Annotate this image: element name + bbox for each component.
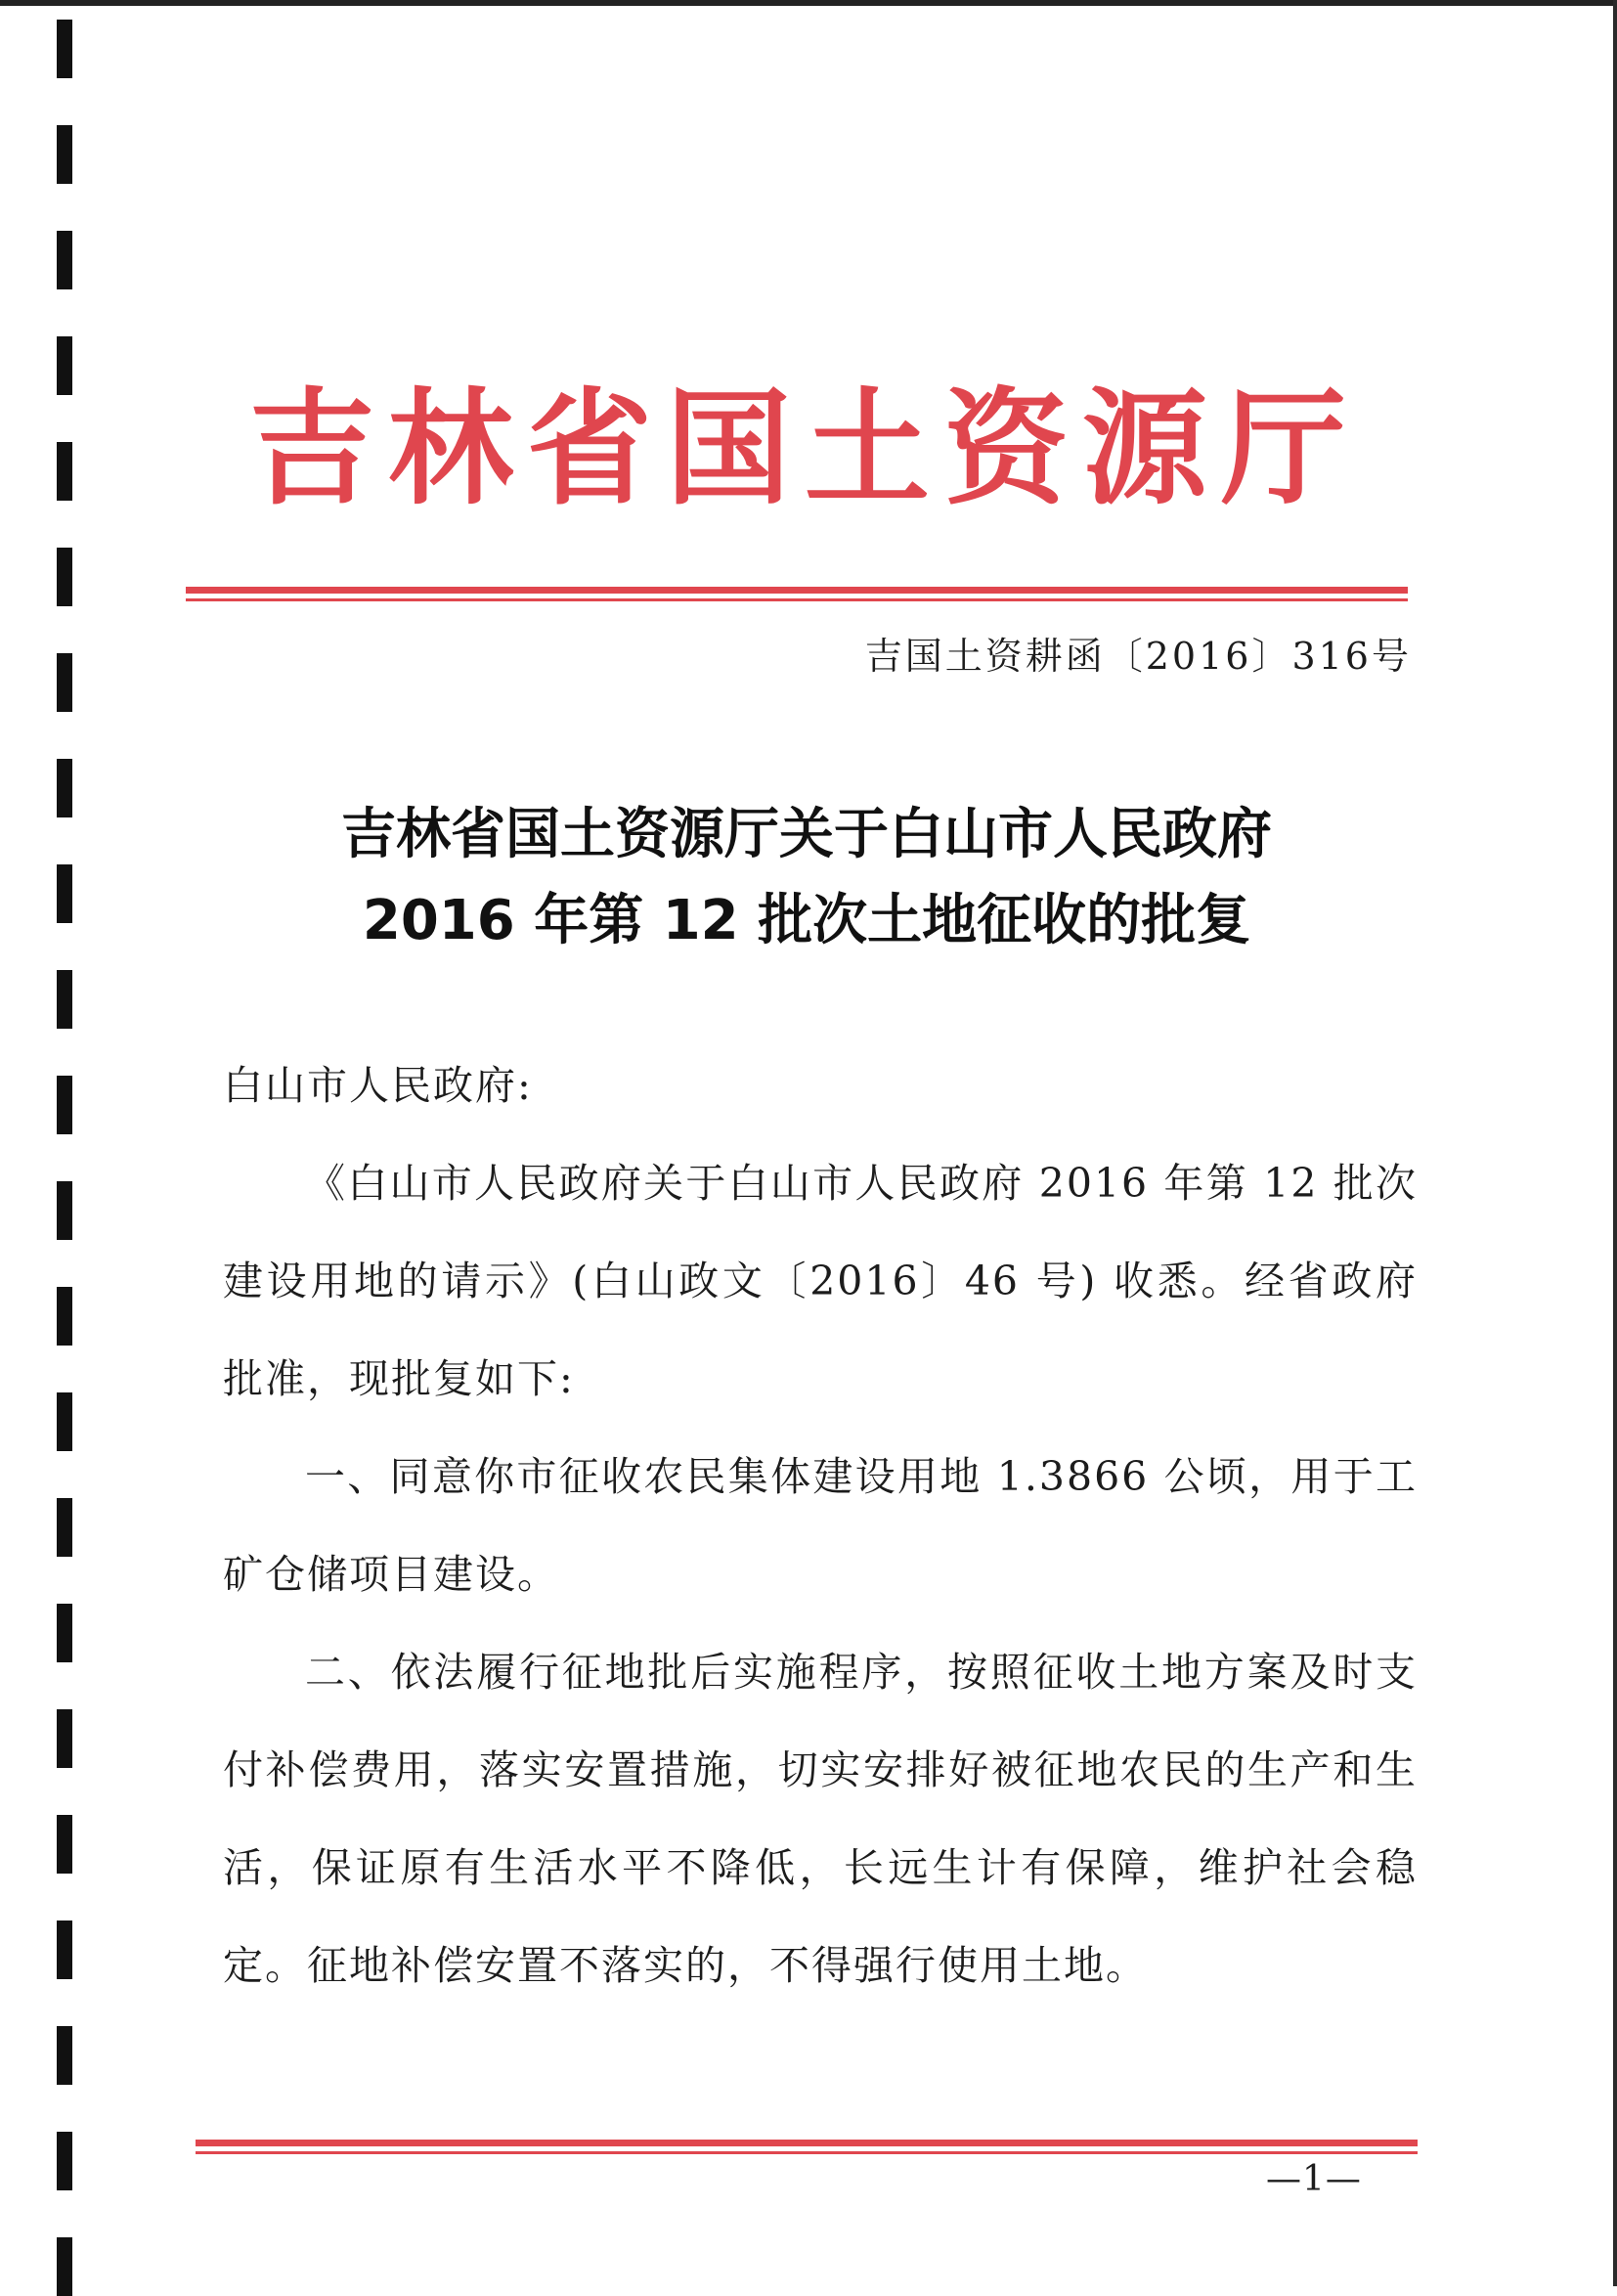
binding-hole xyxy=(57,653,72,712)
footer-red-rule xyxy=(196,2140,1418,2156)
binding-hole xyxy=(57,336,72,395)
title-line-1: 吉林省国土资源厅关于白山市人民政府 xyxy=(341,803,1272,866)
binding-hole xyxy=(57,1181,72,1240)
page-number: —1— xyxy=(1266,2159,1362,2199)
binding-hole xyxy=(57,1709,72,1768)
rule-thick-line xyxy=(186,587,1408,594)
body-paragraph: 二、依法履行征地批后实施程序，按照征收土地方案及时支付补偿费用，落实安置措施，切实安排好被征地农民的生产和生活，保证原有生活水平不降低，长远生计有保障，维护社会稳定。征地补偿安置不落实的，不得强行使用土地。 xyxy=(223,1649,1418,1989)
title-line-2: 2016 年第 12 批次土地征收的批复 xyxy=(362,889,1251,952)
binding-hole xyxy=(57,2132,72,2190)
binding-hole xyxy=(57,442,72,501)
binding-hole xyxy=(57,2237,72,2296)
document-title xyxy=(196,792,1418,964)
binding-hole xyxy=(57,1921,72,1979)
scan-edge-right xyxy=(1613,0,1617,2286)
binding-hole xyxy=(57,1392,72,1451)
binding-hole xyxy=(57,759,72,817)
rule-thin-line xyxy=(196,2151,1418,2154)
binding-hole xyxy=(57,125,72,184)
binding-hole xyxy=(57,1287,72,1346)
letterhead-org-name: 吉林省国土资源厅 xyxy=(249,376,1361,522)
binding-hole xyxy=(57,20,72,78)
binding-hole xyxy=(57,1604,72,1662)
binding-hole xyxy=(57,1815,72,1874)
body-paragraph: 《白山市人民政府关于白山市人民政府 2016 年第 12 批次建设用地的请示》(白山政文〔2016〕46 号) 收悉。经省政府批准，现批复如下: xyxy=(223,1160,1418,1402)
salutation: 白山市人民政府: xyxy=(223,1062,533,1109)
scan-edge-top xyxy=(0,0,1617,6)
letterhead-red-rule xyxy=(186,587,1408,603)
rule-thin-line xyxy=(186,598,1408,601)
binding-hole xyxy=(57,231,72,289)
binding-hole xyxy=(57,2026,72,2085)
binding-hole xyxy=(57,548,72,606)
binding-hole xyxy=(57,1076,72,1134)
binding-hole xyxy=(57,1498,72,1557)
rule-thick-line xyxy=(196,2140,1418,2146)
document-number: 吉国土资耕函〔2016〕316号 xyxy=(864,635,1412,678)
binding-hole xyxy=(57,864,72,923)
body-paragraph: 一、同意你市征收农民集体建设用地 1.3866 公顷，用于工矿仓储项目建设。 xyxy=(223,1453,1418,1598)
binding-hole xyxy=(57,970,72,1029)
binding-holes xyxy=(57,20,74,2286)
document-body xyxy=(223,1037,1418,2014)
